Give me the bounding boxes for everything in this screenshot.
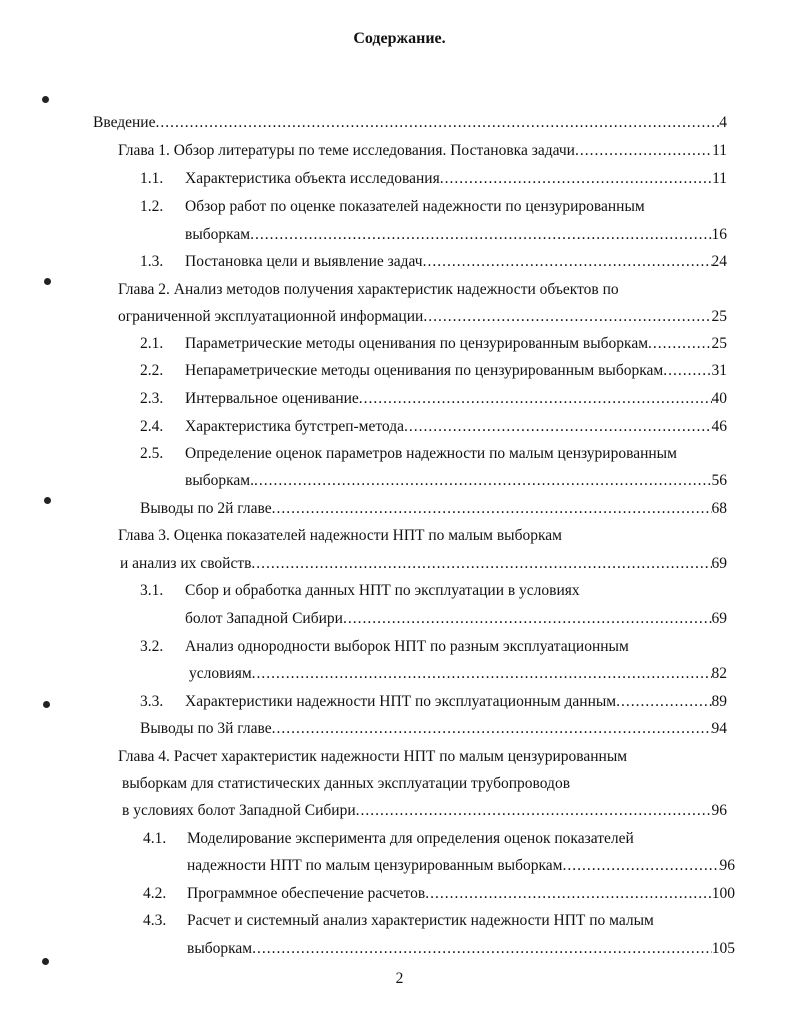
toc-entry-text: надежности НПТ по малым цензурированным выборкам (187, 857, 563, 874)
toc-section-number: 2.3. (140, 390, 164, 407)
toc-page-number: 89 (711, 693, 727, 710)
dot-leader (343, 610, 712, 628)
page-number: 2 (395, 970, 404, 987)
toc-page-number: 69 (711, 555, 727, 572)
punch-hole-mark (44, 497, 51, 504)
toc-entry-text: Обзор работ по оценке показателей надежности по цензурированным (185, 198, 645, 215)
toc-page-number: 68 (711, 500, 727, 517)
toc-entry-text: Моделирование эксперимента для определения оценок показателей (187, 830, 634, 847)
toc-entry-text: Введение (93, 114, 156, 131)
toc-page-number: 16 (711, 226, 727, 243)
toc-page-number: 96 (711, 802, 727, 819)
toc-page-number: 11 (712, 142, 727, 159)
toc-entry-text: Анализ однородности выборок НПТ по разным эксплуатационным (185, 638, 629, 655)
toc-entry-text: в условиях болот Западной Сибири (122, 802, 356, 819)
dot-leader (254, 472, 712, 490)
toc-entry-line (118, 142, 727, 162)
dot-leader (404, 418, 712, 436)
toc-section-number: 4.3. (143, 912, 167, 929)
dot-leader (425, 885, 712, 903)
toc-page-number: 96 (719, 857, 735, 874)
toc-entry-text: Постановка цели и выявление задач (185, 253, 423, 270)
dot-leader (252, 665, 712, 683)
dot-leader (359, 390, 712, 408)
toc-entry-line (118, 308, 727, 328)
toc-page-number: 4 (719, 114, 727, 131)
dot-leader (272, 720, 712, 738)
dot-leader (272, 500, 712, 518)
punch-hole-mark (43, 701, 50, 708)
dot-leader (440, 170, 712, 188)
toc-entry-text: и анализ их свойств (120, 555, 252, 572)
toc-entry-line (185, 445, 677, 465)
toc-entry-line (185, 198, 645, 218)
toc-section-number: 2.5. (140, 445, 164, 462)
punch-hole-mark (42, 958, 49, 965)
dot-leader (250, 226, 711, 244)
toc-entry-line (118, 527, 562, 547)
toc-entry-text: Характеристика бутстреп-метода (185, 418, 404, 435)
toc-page-number: 25 (711, 308, 727, 325)
toc-page-number: 31 (711, 362, 727, 379)
toc-entry-line (189, 665, 727, 685)
toc-entry-line (185, 170, 727, 190)
dot-leader (648, 335, 711, 353)
toc-section-number: 4.2. (143, 885, 167, 902)
toc-entry-text: выборкам (187, 940, 253, 957)
toc-entry-line (93, 114, 727, 134)
toc-entry-text: условиям (189, 665, 252, 682)
toc-entry-line (185, 362, 727, 382)
toc-page-number: 24 (711, 253, 727, 270)
toc-entry-line (187, 940, 735, 960)
toc-entry-text: выборкам. (185, 472, 254, 489)
dot-leader (251, 555, 711, 573)
toc-section-number: 1.3. (140, 253, 164, 270)
toc-entry-text: Глава 1. Обзор литературы по теме исследования. Постановка задачи (118, 142, 575, 159)
toc-page-number: 105 (711, 940, 735, 957)
toc-entry-line (118, 748, 627, 768)
toc-entry-line (185, 390, 727, 410)
toc-page-number: 11 (712, 170, 727, 187)
dot-leader (423, 253, 712, 271)
toc-entry-text: болот Западной Сибири (185, 610, 343, 627)
toc-entry-line (185, 335, 727, 355)
toc-page-number: 25 (711, 335, 727, 352)
dot-leader (252, 940, 712, 958)
toc-entry-line (187, 830, 634, 850)
toc-section-number: 1.2. (140, 198, 164, 215)
toc-entry-line (187, 857, 735, 877)
toc-entry-text: выборкам (185, 226, 251, 243)
dot-leader (575, 142, 712, 160)
toc-entry-text: Глава 4. Расчет характеристик надежности НПТ по малым цензурированным (118, 748, 628, 765)
toc-section-number: 3.1. (140, 582, 164, 599)
toc-entry-text: Программное обеспечение расчетов (187, 885, 426, 902)
dot-leader (155, 114, 719, 132)
toc-entry-line (185, 638, 629, 658)
toc-entry-line (185, 693, 727, 713)
toc-page-number: 100 (711, 885, 735, 902)
toc-entry-line (122, 775, 570, 795)
toc-entry-line (185, 610, 727, 630)
toc-section-number: 2.4. (140, 418, 164, 435)
toc-section-number: 1.1. (140, 170, 164, 187)
toc-entry-line (187, 912, 654, 932)
toc-entry-text: Глава 3. Оценка показателей надежности НПТ по малым выборкам (118, 527, 562, 544)
toc-entry-line (140, 500, 727, 520)
dot-leader (663, 362, 711, 380)
toc-page-number: 82 (711, 665, 727, 682)
toc-entry-line (185, 472, 727, 492)
toc-page-number: 94 (711, 720, 727, 737)
toc-section-number: 3.2. (140, 638, 164, 655)
punch-hole-mark (42, 96, 49, 103)
punch-hole-mark (44, 278, 51, 285)
toc-entry-text: Характеристики надежности НПТ по эксплуатационным данным (185, 693, 617, 710)
toc-entry-text: Сбор и обработка данных НПТ по эксплуатации в условиях (185, 582, 580, 599)
toc-page-number: 46 (711, 418, 727, 435)
toc-entry-line (185, 226, 727, 246)
toc-entry-line (140, 720, 727, 740)
toc-section-number: 3.3. (140, 693, 164, 710)
toc-page-number: 40 (711, 390, 727, 407)
toc-page-number: 56 (711, 472, 727, 489)
toc-entry-text: Характеристика объекта исследования (185, 170, 440, 187)
toc-entry-line (122, 802, 727, 822)
dot-leader (562, 857, 719, 875)
toc-page-number: 69 (711, 610, 727, 627)
toc-entry-text: Непараметрические методы оценивания по цензурированным выборкам (185, 362, 664, 379)
toc-entry-line (120, 555, 727, 575)
toc-entry-text: ограниченной эксплуатационной информации (118, 308, 424, 325)
page-title: Содержание. (353, 30, 446, 47)
toc-entry-text: Выводы по 2й главе (140, 500, 272, 517)
toc-entry-text: Параметрические методы оценивания по цензурированным выборкам (185, 335, 649, 352)
toc-entry-line (185, 582, 580, 602)
toc-entry-text: Определение оценок параметров надежности по малым цензурированным (185, 445, 677, 462)
toc-entry-line (118, 281, 619, 301)
toc-section-number: 2.1. (140, 335, 164, 352)
dot-leader (423, 308, 711, 326)
toc-entry-text: выборкам для статистических данных эксплуатации трубопроводов (122, 775, 571, 792)
toc-section-number: 2.2. (140, 362, 164, 379)
dot-leader (356, 802, 712, 820)
toc-entry-line (187, 885, 735, 905)
toc-section-number: 4.1. (143, 830, 167, 847)
toc-entry-text: Выводы по 3й главе (140, 720, 272, 737)
toc-entry-text: Глава 2. Анализ методов получения характеристик надежности объектов по (118, 281, 619, 298)
toc-entry-line (185, 253, 727, 273)
toc-entry-line (185, 418, 727, 438)
toc-entry-text: Расчет и системный анализ характеристик надежности НПТ по малым (187, 912, 654, 929)
toc-entry-text: Интервальное оценивание (185, 390, 359, 407)
dot-leader (616, 693, 711, 711)
